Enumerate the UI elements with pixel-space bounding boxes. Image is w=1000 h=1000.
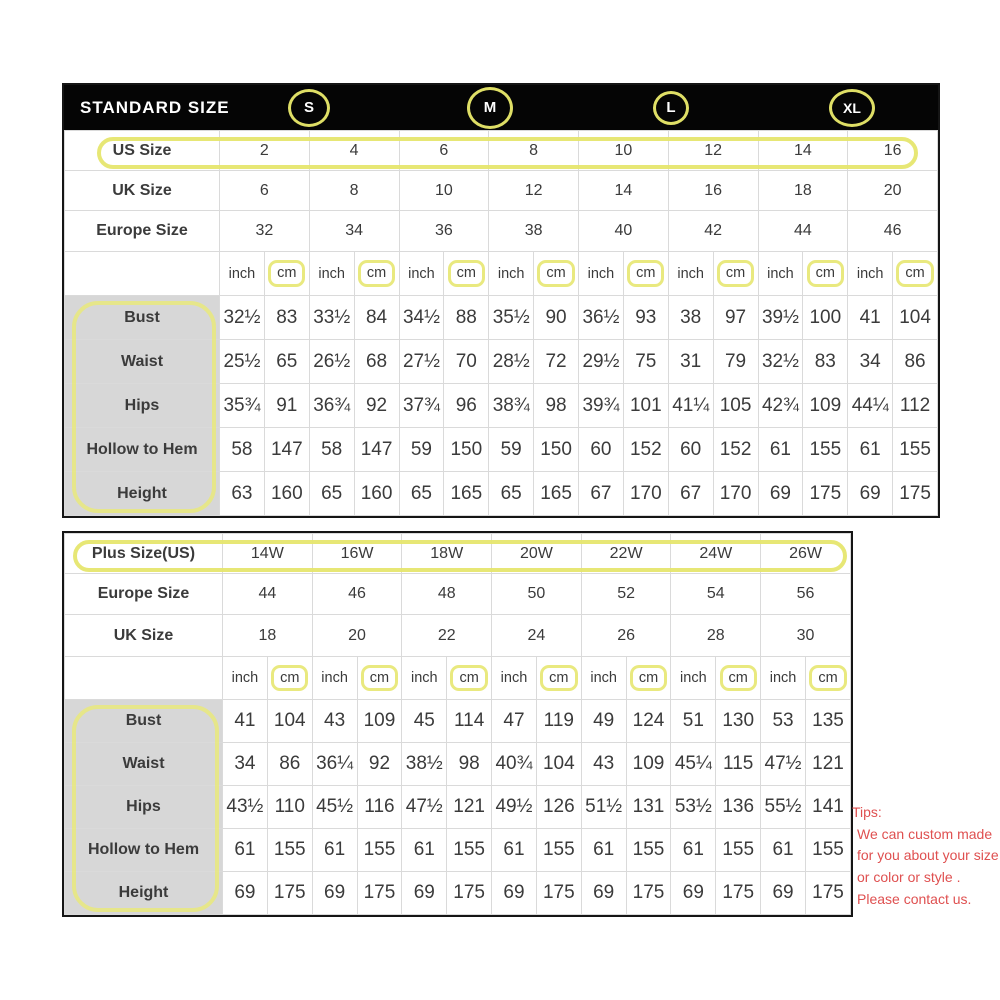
unit-header-cell: inch: [489, 252, 534, 296]
size-badge-m-circle-icon: [467, 87, 513, 129]
value-cell: 44¼: [848, 384, 893, 428]
row-label: Hips: [65, 786, 223, 829]
value-cell: 96: [444, 384, 489, 428]
value-cell: 47½: [402, 786, 447, 829]
value-cell: 38: [668, 296, 713, 340]
value-cell: 43: [312, 700, 357, 743]
hollow-to-hem-row: [65, 428, 938, 472]
value-cell: 6: [220, 171, 310, 211]
value-cell: 101: [623, 384, 668, 428]
value-cell: 44: [758, 211, 848, 252]
value-cell: 35¾: [220, 384, 265, 428]
value-cell: 63: [220, 472, 265, 516]
value-cell: 175: [357, 872, 402, 915]
cm-highlight-box: cm: [717, 260, 754, 286]
value-cell: 20: [848, 171, 938, 211]
value-cell: 104: [267, 700, 312, 743]
value-cell: 155: [267, 829, 312, 872]
value-cell: 65: [264, 340, 309, 384]
value-cell: 56: [761, 574, 851, 615]
value-cell: 59: [399, 428, 444, 472]
value-cell: 28½: [489, 340, 534, 384]
units-row: [65, 657, 851, 700]
value-cell: 54: [671, 574, 761, 615]
row-label: Plus Size(US): [65, 534, 223, 574]
waist-row: [65, 743, 851, 786]
tips-line-1: We can custom made: [857, 825, 993, 842]
value-cell: 91: [264, 384, 309, 428]
value-cell: 60: [579, 428, 624, 472]
value-cell: 109: [803, 384, 848, 428]
size-badge-xl-circle-icon: [829, 89, 875, 127]
size-badge-s-label: S: [303, 99, 314, 116]
value-cell: 14: [758, 131, 848, 171]
value-cell: 45¼: [671, 743, 716, 786]
value-cell: 37¾: [399, 384, 444, 428]
unit-header-cell: inch: [761, 657, 806, 700]
value-cell: 34: [309, 211, 399, 252]
value-cell: 79: [713, 340, 758, 384]
value-cell: 36: [399, 211, 489, 252]
value-cell: 175: [447, 872, 492, 915]
value-cell: 155: [893, 428, 938, 472]
unit-header-cell: inch: [220, 252, 265, 296]
value-cell: 30: [761, 615, 851, 657]
value-cell: 42: [668, 211, 758, 252]
value-cell: 29½: [579, 340, 624, 384]
cm-highlight-box: cm: [630, 665, 667, 691]
unit-header-cell: [267, 657, 312, 700]
value-cell: 83: [264, 296, 309, 340]
standard-size-table: [62, 83, 940, 518]
value-cell: 69: [223, 872, 268, 915]
value-cell: 49½: [492, 786, 537, 829]
row-label: Height: [65, 472, 220, 516]
value-cell: 160: [354, 472, 399, 516]
value-cell: 26½: [309, 340, 354, 384]
size-badge-m-label: M: [483, 99, 497, 116]
value-cell: 152: [713, 428, 758, 472]
value-cell: 100: [803, 296, 848, 340]
bust-row: [65, 700, 851, 743]
value-cell: 41: [848, 296, 893, 340]
value-cell: 69: [492, 872, 537, 915]
value-cell: 40¾: [492, 743, 537, 786]
unit-header-cell: [447, 657, 492, 700]
standard-size-header: [64, 85, 938, 130]
value-cell: 43: [581, 743, 626, 786]
value-cell: 61: [402, 829, 447, 872]
value-cell: 160: [264, 472, 309, 516]
value-cell: 84: [354, 296, 399, 340]
value-cell: 16: [668, 171, 758, 211]
value-cell: 8: [489, 131, 579, 171]
europe-size-row: [65, 211, 938, 252]
value-cell: 67: [668, 472, 713, 516]
unit-header-cell: [623, 252, 668, 296]
cm-highlight-box: cm: [807, 260, 844, 286]
value-cell: 49: [581, 700, 626, 743]
cm-highlight-box: cm: [896, 260, 933, 286]
value-cell: 39¾: [579, 384, 624, 428]
size-badge-xl-label: XL: [843, 99, 861, 116]
value-cell: 60: [668, 428, 713, 472]
value-cell: 26W: [761, 534, 851, 574]
unit-header-cell: inch: [223, 657, 268, 700]
value-cell: 46: [848, 211, 938, 252]
value-cell: 12: [489, 171, 579, 211]
unit-header-cell: inch: [581, 657, 626, 700]
value-cell: 170: [623, 472, 668, 516]
value-cell: 83: [803, 340, 848, 384]
value-cell: 36¾: [309, 384, 354, 428]
tips-line-3: or color or style .: [857, 869, 961, 886]
value-cell: 126: [536, 786, 581, 829]
row-label: Hips: [65, 384, 220, 428]
value-cell: 53½: [671, 786, 716, 829]
value-cell: 50: [492, 574, 582, 615]
value-cell: 59: [489, 428, 534, 472]
value-cell: 67: [579, 472, 624, 516]
uk-size-row: [65, 171, 938, 211]
value-cell: 14: [579, 171, 669, 211]
unit-header-cell: inch: [671, 657, 716, 700]
value-cell: 65: [309, 472, 354, 516]
value-cell: 165: [444, 472, 489, 516]
cm-highlight-box: cm: [540, 665, 577, 691]
row-label: Europe Size: [65, 211, 220, 252]
unit-header-cell: [803, 252, 848, 296]
tips-line-4: Please contact us.: [857, 890, 972, 907]
value-cell: 38¾: [489, 384, 534, 428]
value-cell: 97: [713, 296, 758, 340]
row-label: Waist: [65, 340, 220, 384]
standard-size-grid: [64, 130, 938, 516]
empty-corner-cell: [65, 657, 223, 700]
value-cell: 61: [581, 829, 626, 872]
cm-highlight-box: cm: [450, 665, 487, 691]
row-label: Europe Size: [65, 574, 223, 615]
value-cell: 32: [220, 211, 310, 252]
plus-size-us--row: [65, 534, 851, 574]
value-cell: 38: [489, 211, 579, 252]
unit-header-cell: inch: [668, 252, 713, 296]
unit-header-cell: [534, 252, 579, 296]
standard-size-title: STANDARD SIZE: [80, 97, 230, 117]
value-cell: 119: [536, 700, 581, 743]
value-cell: 131: [626, 786, 671, 829]
value-cell: 42¾: [758, 384, 803, 428]
cm-highlight-box: cm: [720, 665, 757, 691]
value-cell: 98: [534, 384, 579, 428]
value-cell: 34½: [399, 296, 444, 340]
value-cell: 47: [492, 700, 537, 743]
row-label: US Size: [65, 131, 220, 171]
unit-header-cell: [357, 657, 402, 700]
value-cell: 65: [399, 472, 444, 516]
hollow-to-hem-row: [65, 829, 851, 872]
value-cell: 58: [220, 428, 265, 472]
value-cell: 20W: [492, 534, 582, 574]
value-cell: 18: [758, 171, 848, 211]
value-cell: 61: [492, 829, 537, 872]
value-cell: 98: [447, 743, 492, 786]
value-cell: 47½: [761, 743, 806, 786]
value-cell: 34: [848, 340, 893, 384]
value-cell: 114: [447, 700, 492, 743]
value-cell: 25½: [220, 340, 265, 384]
value-cell: 61: [312, 829, 357, 872]
value-cell: 6: [399, 131, 489, 171]
value-cell: 69: [848, 472, 893, 516]
value-cell: 53: [761, 700, 806, 743]
value-cell: 150: [534, 428, 579, 472]
cm-highlight-box: cm: [268, 260, 305, 286]
value-cell: 115: [716, 743, 761, 786]
row-label: Hollow to Hem: [65, 428, 220, 472]
unit-header-cell: [536, 657, 581, 700]
value-cell: 175: [267, 872, 312, 915]
us-size-row: [65, 131, 938, 171]
value-cell: 155: [447, 829, 492, 872]
unit-header-cell: inch: [402, 657, 447, 700]
cm-highlight-box: cm: [358, 260, 395, 286]
row-label: Waist: [65, 743, 223, 786]
value-cell: 45: [402, 700, 447, 743]
tips-line-2: for you about your size: [857, 847, 999, 864]
value-cell: 27½: [399, 340, 444, 384]
value-cell: 88: [444, 296, 489, 340]
value-cell: 12: [668, 131, 758, 171]
value-cell: 69: [402, 872, 447, 915]
value-cell: 69: [581, 872, 626, 915]
cm-highlight-box: cm: [448, 260, 485, 286]
value-cell: 104: [536, 743, 581, 786]
value-cell: 69: [312, 872, 357, 915]
value-cell: 68: [354, 340, 399, 384]
size-badge-l-label: L: [666, 99, 676, 116]
size-badge-l-circle-icon: [653, 91, 689, 125]
value-cell: 16W: [312, 534, 402, 574]
value-cell: 92: [357, 743, 402, 786]
unit-header-cell: [354, 252, 399, 296]
value-cell: 45½: [312, 786, 357, 829]
value-cell: 135: [805, 700, 850, 743]
value-cell: 10: [399, 171, 489, 211]
value-cell: 22: [402, 615, 492, 657]
value-cell: 155: [536, 829, 581, 872]
value-cell: 150: [444, 428, 489, 472]
hips-row: [65, 384, 938, 428]
size-badge-s-circle-icon: [288, 89, 330, 127]
value-cell: 112: [893, 384, 938, 428]
value-cell: 14W: [223, 534, 313, 574]
value-cell: 105: [713, 384, 758, 428]
value-cell: 10: [579, 131, 669, 171]
unit-header-cell: [893, 252, 938, 296]
value-cell: 92: [354, 384, 399, 428]
value-cell: 65: [489, 472, 534, 516]
value-cell: 26: [581, 615, 671, 657]
tips-title: Tips:: [852, 804, 882, 820]
row-label: UK Size: [65, 615, 223, 657]
value-cell: 41: [223, 700, 268, 743]
value-cell: 175: [626, 872, 671, 915]
value-cell: 36½: [579, 296, 624, 340]
value-cell: 22W: [581, 534, 671, 574]
value-cell: 33½: [309, 296, 354, 340]
unit-header-cell: inch: [309, 252, 354, 296]
unit-header-cell: inch: [848, 252, 893, 296]
value-cell: 175: [716, 872, 761, 915]
value-cell: 51½: [581, 786, 626, 829]
value-cell: 90: [534, 296, 579, 340]
value-cell: 155: [803, 428, 848, 472]
cm-highlight-box: cm: [271, 665, 308, 691]
height-row: [65, 872, 851, 915]
value-cell: 32½: [758, 340, 803, 384]
value-cell: 8: [309, 171, 399, 211]
bust-row: [65, 296, 938, 340]
height-row: [65, 472, 938, 516]
value-cell: 61: [671, 829, 716, 872]
value-cell: 28: [671, 615, 761, 657]
value-cell: 40: [579, 211, 669, 252]
unit-header-cell: [626, 657, 671, 700]
value-cell: 61: [761, 829, 806, 872]
value-cell: 70: [444, 340, 489, 384]
value-cell: 130: [716, 700, 761, 743]
cm-highlight-box: cm: [627, 260, 664, 286]
row-label: Height: [65, 872, 223, 915]
value-cell: 109: [626, 743, 671, 786]
unit-header-cell: [444, 252, 489, 296]
value-cell: 34: [223, 743, 268, 786]
value-cell: 155: [716, 829, 761, 872]
value-cell: 18W: [402, 534, 492, 574]
value-cell: 55½: [761, 786, 806, 829]
row-label: Bust: [65, 296, 220, 340]
unit-header-cell: [716, 657, 761, 700]
value-cell: 175: [805, 872, 850, 915]
cm-highlight-box: cm: [809, 665, 846, 691]
value-cell: 58: [309, 428, 354, 472]
unit-header-cell: [264, 252, 309, 296]
value-cell: 152: [623, 428, 668, 472]
value-cell: 24: [492, 615, 582, 657]
value-cell: 86: [267, 743, 312, 786]
value-cell: 121: [447, 786, 492, 829]
value-cell: 110: [267, 786, 312, 829]
value-cell: 75: [623, 340, 668, 384]
value-cell: 38½: [402, 743, 447, 786]
plus-size-grid: [64, 533, 851, 915]
unit-header-cell: inch: [492, 657, 537, 700]
value-cell: 2: [220, 131, 310, 171]
value-cell: 72: [534, 340, 579, 384]
value-cell: 121: [805, 743, 850, 786]
value-cell: 155: [357, 829, 402, 872]
cm-highlight-box: cm: [537, 260, 574, 286]
hips-row: [65, 786, 851, 829]
value-cell: 4: [309, 131, 399, 171]
unit-header-cell: [713, 252, 758, 296]
uk-size-row: [65, 615, 851, 657]
value-cell: 175: [536, 872, 581, 915]
value-cell: 69: [671, 872, 716, 915]
value-cell: 51: [671, 700, 716, 743]
value-cell: 104: [893, 296, 938, 340]
value-cell: 24W: [671, 534, 761, 574]
value-cell: 141: [805, 786, 850, 829]
value-cell: 16: [848, 131, 938, 171]
value-cell: 93: [623, 296, 668, 340]
value-cell: 136: [716, 786, 761, 829]
value-cell: 116: [357, 786, 402, 829]
unit-header-cell: inch: [758, 252, 803, 296]
value-cell: 48: [402, 574, 492, 615]
value-cell: 175: [803, 472, 848, 516]
value-cell: 52: [581, 574, 671, 615]
cm-highlight-box: cm: [361, 665, 398, 691]
value-cell: 155: [805, 829, 850, 872]
value-cell: 147: [354, 428, 399, 472]
value-cell: 170: [713, 472, 758, 516]
value-cell: 32½: [220, 296, 265, 340]
value-cell: 61: [223, 829, 268, 872]
value-cell: 18: [223, 615, 313, 657]
units-row: [65, 252, 938, 296]
europe-size-row: [65, 574, 851, 615]
value-cell: 155: [626, 829, 671, 872]
custom-tips-note: [852, 802, 999, 910]
value-cell: 46: [312, 574, 402, 615]
value-cell: 175: [893, 472, 938, 516]
value-cell: 44: [223, 574, 313, 615]
value-cell: 31: [668, 340, 713, 384]
value-cell: 43½: [223, 786, 268, 829]
unit-header-cell: inch: [312, 657, 357, 700]
value-cell: 69: [761, 872, 806, 915]
unit-header-cell: inch: [399, 252, 444, 296]
value-cell: 61: [758, 428, 803, 472]
unit-header-cell: inch: [579, 252, 624, 296]
value-cell: 41¼: [668, 384, 713, 428]
value-cell: 20: [312, 615, 402, 657]
empty-corner-cell: [65, 252, 220, 296]
unit-header-cell: [805, 657, 850, 700]
row-label: UK Size: [65, 171, 220, 211]
plus-size-table: [62, 531, 853, 917]
value-cell: 61: [848, 428, 893, 472]
value-cell: 86: [893, 340, 938, 384]
row-label: Bust: [65, 700, 223, 743]
value-cell: 165: [534, 472, 579, 516]
value-cell: 36¼: [312, 743, 357, 786]
value-cell: 124: [626, 700, 671, 743]
value-cell: 147: [264, 428, 309, 472]
row-label: Hollow to Hem: [65, 829, 223, 872]
value-cell: 35½: [489, 296, 534, 340]
waist-row: [65, 340, 938, 384]
value-cell: 109: [357, 700, 402, 743]
value-cell: 69: [758, 472, 803, 516]
value-cell: 39½: [758, 296, 803, 340]
